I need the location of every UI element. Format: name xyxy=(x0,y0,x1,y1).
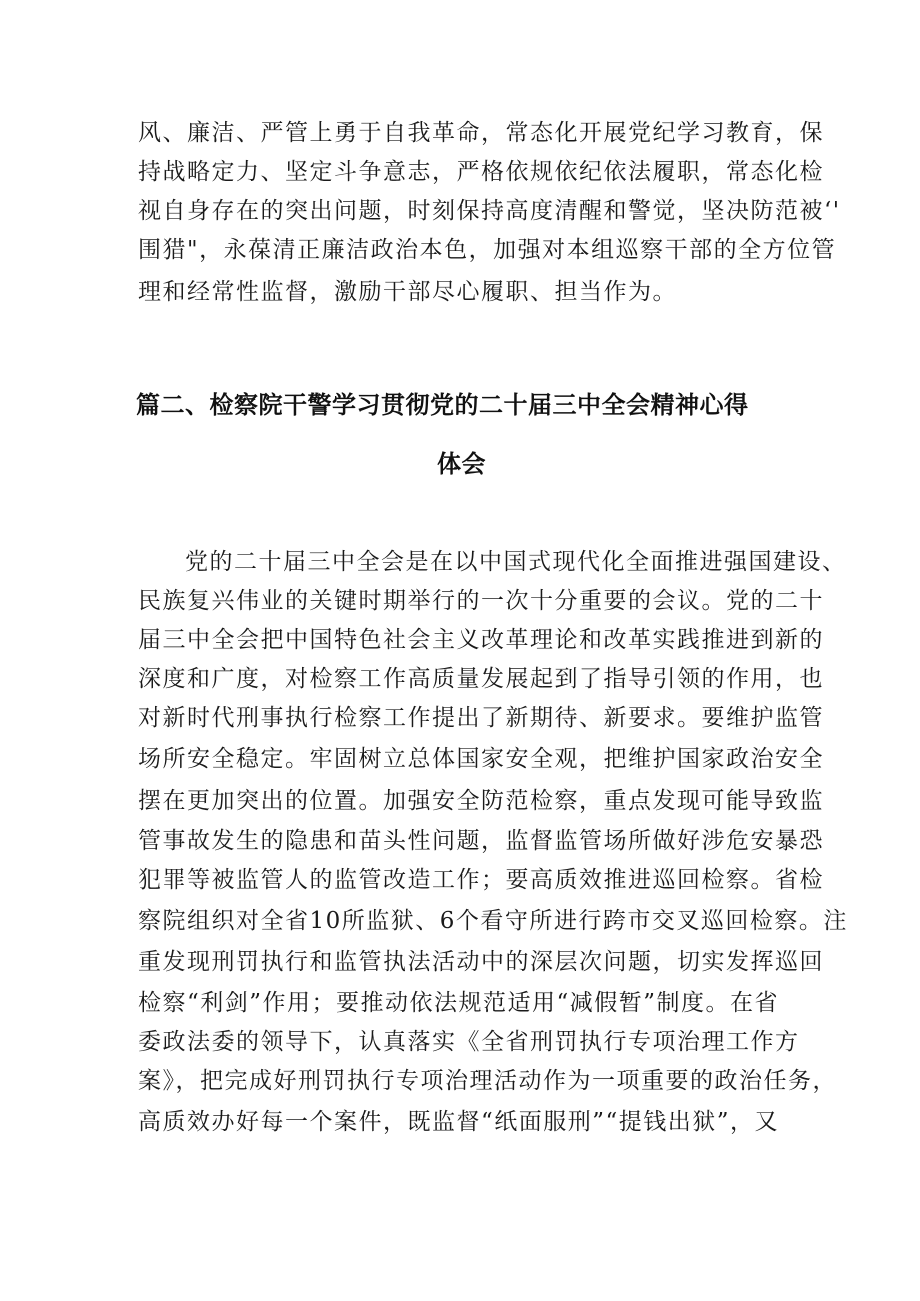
paragraph-line: 理和经常性监督，激励干部尽心履职、担当作为。 xyxy=(138,279,677,305)
paragraph-line: 委政法委的领导下，认真落实《全省刑罚执行专项治理工作方 xyxy=(138,1029,800,1055)
paragraph-line: 场所安全稳定。牢固树立总体国家安全观，把维护国家政治安全 xyxy=(138,746,824,772)
paragraph-line: 持战略定力、坚定斗争意志，严格依规依纪依法履职，常态化检 xyxy=(138,159,824,185)
paragraph-line: 对新时代刑事执行检察工作提出了新期待、新要求。要维护监管 xyxy=(138,705,824,731)
paragraph-line: 摆在更加突出的位置。加强安全防范检察，重点发现可能导致监 xyxy=(138,788,824,814)
paragraph-line: 高质效办好每一个案件，既监督“纸面服刑”“提钱出狱”，又 xyxy=(138,1109,780,1135)
paragraph-line: 重发现刑罚执行和监管执法活动中的深层次问题，切实发挥巡回 xyxy=(138,949,824,975)
paragraph-line: 管事故发生的隐患和苗头性问题，监督监管场所做好涉危安暴恐 xyxy=(138,828,824,854)
article-title-continuation: 体会 xyxy=(437,450,486,478)
paragraph-line: 民族复兴伟业的关键时期举行的一次十分重要的会议。党的二十 xyxy=(138,588,824,614)
paragraph-line: 案》，把完成好刑罚执行专项治理活动作为一项重要的政治任务， xyxy=(138,1068,837,1094)
paragraph-line: 风、廉洁、严管上勇于自我革命，常态化开展党纪学习教育，保 xyxy=(138,120,824,146)
paragraph-line: 察院组织对全省10所监狱、6个看守所进行跨市交叉巡回检察。注 xyxy=(138,908,848,934)
paragraph-line: 届三中全会把中国特色社会主义改革理论和改革实践推进到新的 xyxy=(138,627,824,653)
paragraph-line: 视自身存在的突出问题，时刻保持高度清醒和警觉，坚决防范被‘' xyxy=(138,198,841,224)
paragraph-line: 围猎"，永葆清正廉洁政治本色，加强对本组巡察干部的全方位管 xyxy=(138,237,837,263)
paragraph-line: 检察“利剑”作用；要推动依法规范适用“减假暂”制度。在省 xyxy=(138,990,780,1016)
paragraph-line: 深度和广度，对检察工作高质量发展起到了指导引领的作用，也 xyxy=(138,666,824,692)
paragraph-line: 犯罪等被监管人的监管改造工作；要高质效推进巡回检察。省检 xyxy=(138,867,824,893)
article-title: 篇二、检察院干警学习贯彻党的二十届三中全会精神心得 xyxy=(136,391,749,419)
paragraph-first-line: 党的二十届三中全会是在以中国式现代化全面推进强国建设、 xyxy=(185,549,847,575)
